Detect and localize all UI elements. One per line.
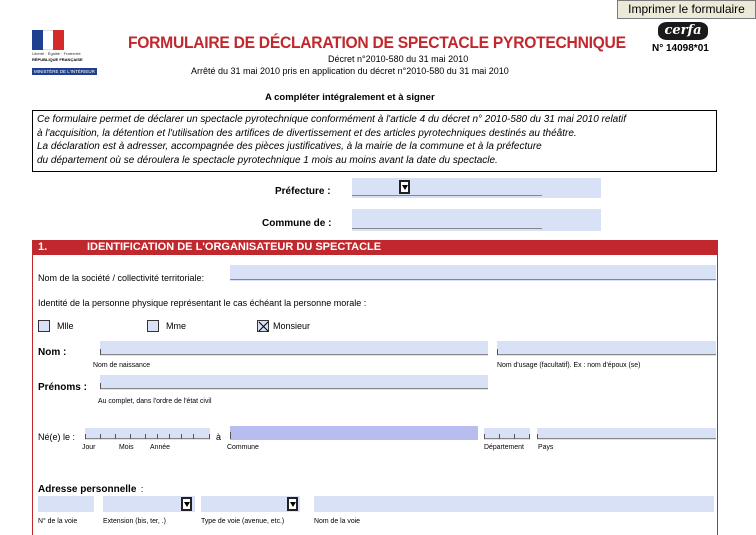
info-line: du département où se déroulera le spectacle pyrotechnique 1 mois au moins avant la date du spectacle.	[37, 154, 498, 166]
logo-republic: RÉPUBLIQUE FRANÇAISE	[32, 57, 83, 62]
chevron-down-icon[interactable]	[287, 497, 298, 511]
nom-voie-input[interactable]	[314, 496, 714, 512]
cerfa-logo: cerfa	[658, 22, 708, 40]
info-line: à l'acquisition, la détention et l'utilisation des artifices de divertissement et des articles pyrotechniques destinés au théâtre.	[37, 127, 577, 139]
monsieur-checkbox[interactable]	[257, 320, 269, 332]
pays-caption: Pays	[538, 442, 554, 451]
birth-commune-input[interactable]	[230, 426, 478, 440]
nom-usage-input[interactable]	[497, 341, 716, 356]
identity-label: Identité de la personne physique représentant le cas échéant la personne morale :	[38, 298, 367, 308]
arrete-reference: Arrêté du 31 mai 2010 pris en application du décret n°2010-580 du 31 mai 2010	[191, 66, 509, 76]
section-1-header	[32, 240, 718, 255]
commune-input[interactable]	[352, 209, 601, 231]
departement-caption: Département	[484, 442, 524, 451]
info-line: La déclaration est à adresser, accompagnée des pièces justificatives, à la mairie de la commune et à la préfecture	[37, 141, 542, 152]
section-title: IDENTIFICATION DE L'ORGANISATEUR DU SPECTACLE	[87, 241, 382, 253]
birth-pays-input[interactable]	[537, 428, 716, 440]
adresse-label-text: Adresse personnelle	[38, 484, 137, 495]
section-number: 1.	[38, 241, 48, 253]
birth-departement-input[interactable]	[484, 428, 530, 440]
adresse-label	[38, 479, 143, 497]
annee-caption: Année	[150, 442, 170, 451]
prenoms-caption: Au complet, dans l'ordre de l'état civil	[98, 396, 212, 405]
extension-select[interactable]	[103, 496, 195, 512]
info-line: Ce formulaire permet de déclarer un spectacle pyrotechnique conformément à l'article 4 du décret n° 2010-580 du 31 mai 2010 relatif	[37, 114, 627, 125]
nom-naissance-input[interactable]	[100, 341, 488, 356]
company-input[interactable]	[230, 265, 716, 281]
mme-checkbox[interactable]	[147, 320, 159, 332]
nom-usage-caption: Nom d'usage (facultatif). Ex : nom d'époux (se)	[497, 360, 641, 369]
mois-caption: Mois	[119, 442, 134, 451]
chevron-down-icon[interactable]	[181, 497, 192, 511]
marianne-logo	[32, 30, 100, 80]
type-voie-select[interactable]	[201, 496, 300, 512]
decree-reference: Décret n°2010-580 du 31 mai 2010	[328, 54, 469, 64]
a-label: à	[216, 432, 222, 442]
prenoms-label: Prénoms :	[38, 382, 87, 393]
jour-caption: Jour	[82, 442, 96, 451]
extension-caption: Extension (bis, ter, .)	[103, 516, 166, 525]
type-voie-caption: Type de voie (avenue, etc.)	[201, 516, 285, 525]
num-voie-caption: N° de la voie	[38, 516, 78, 525]
prefecture-label: Préfecture :	[275, 186, 331, 197]
info-box	[32, 110, 717, 172]
logo-ministry: MINISTÈRE DE L'INTÉRIEUR	[34, 69, 95, 74]
commune-label: Commune de :	[262, 218, 332, 229]
french-flag-icon	[32, 30, 64, 50]
company-label: Nom de la société / collectivité territoriale:	[38, 273, 205, 283]
mlle-label: Mlle	[57, 321, 74, 331]
chevron-down-icon[interactable]	[399, 180, 410, 194]
ne-label: Né(e) le :	[38, 432, 76, 442]
monsieur-label: Monsieur	[273, 321, 311, 331]
logo-motto: Liberté · Égalité · Fraternité	[32, 51, 81, 56]
commune-caption: Commune	[227, 442, 259, 451]
cerfa-number: N° 14098*01	[652, 43, 709, 54]
num-voie-input[interactable]	[38, 496, 94, 512]
prefecture-select[interactable]	[352, 178, 601, 198]
prenoms-input[interactable]	[100, 375, 488, 390]
nom-voie-caption: Nom de la voie	[314, 516, 361, 525]
print-form-button[interactable]: Imprimer le formulaire	[617, 0, 756, 19]
mlle-checkbox[interactable]	[38, 320, 50, 332]
birth-date-input[interactable]	[85, 428, 210, 440]
instruction-text: A compléter intégralement et à signer	[265, 92, 435, 103]
nom-naissance-caption: Nom de naissance	[93, 360, 151, 369]
mme-label: Mme	[166, 321, 186, 331]
form-title: FORMULAIRE DE DÉCLARATION DE SPECTACLE PYROTECHNIQUE	[128, 33, 626, 52]
nom-label: Nom :	[38, 347, 67, 358]
adresse-colon: :	[140, 484, 144, 494]
